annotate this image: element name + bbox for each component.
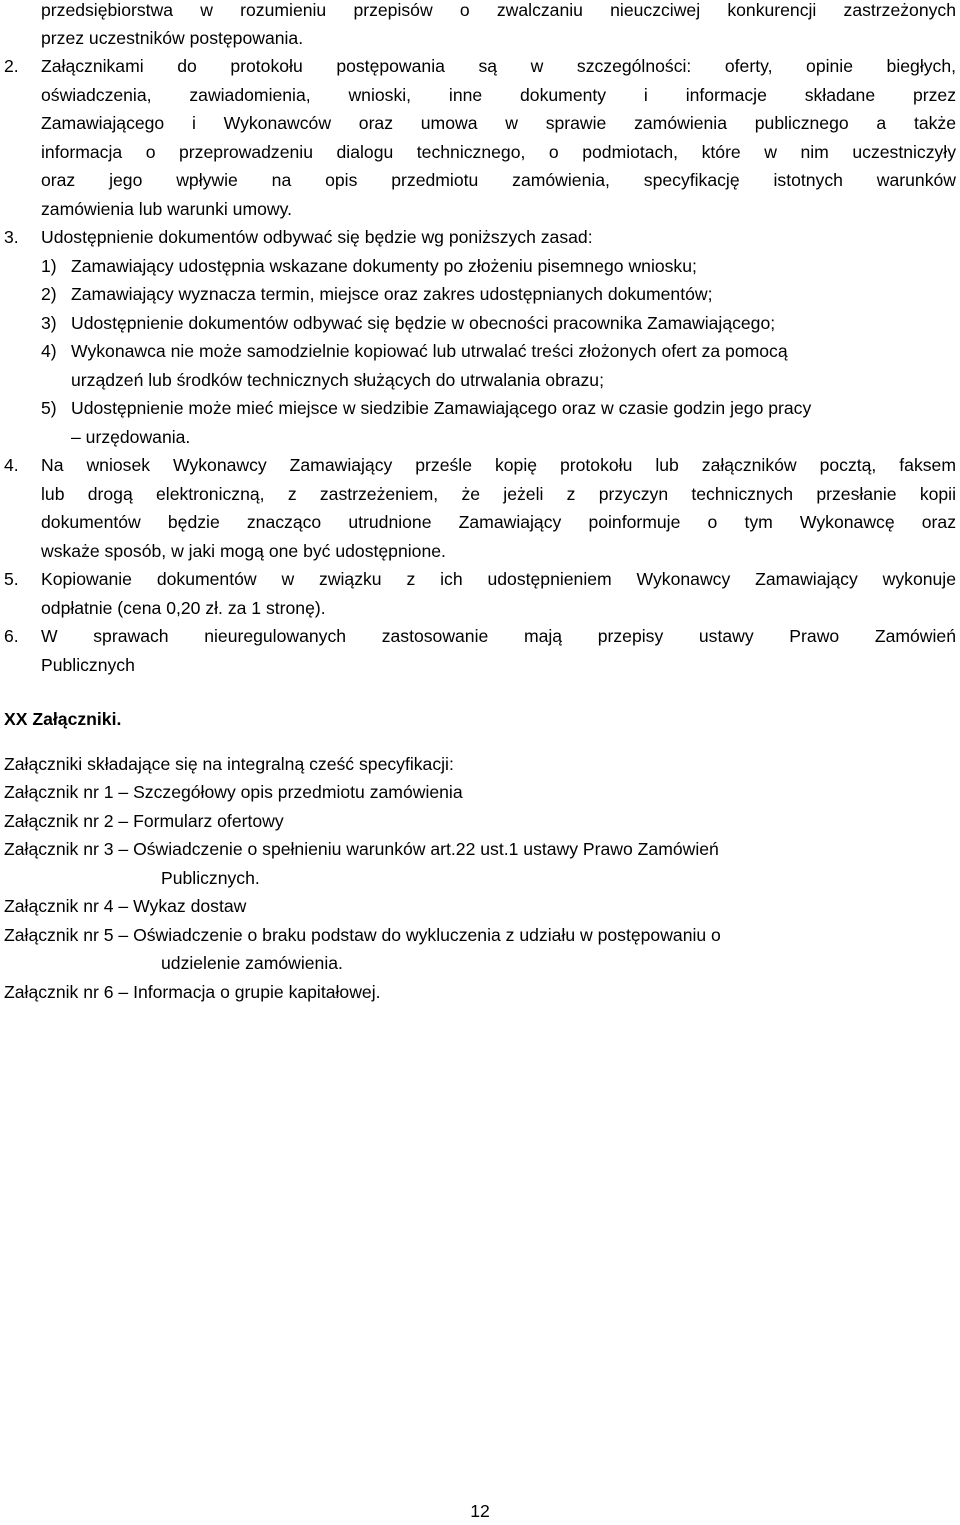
attachment-item: Załącznik nr 6 – Informacja o grupie kapitałowej. <box>4 982 381 1002</box>
item-number: 6. <box>4 626 19 646</box>
paragraph-line: Udostępnienie dokumentów odbywać się będzie wg poniższych zasad: <box>41 227 593 247</box>
paragraph-line: wskaże sposób, w jaki mogą one być udostępnione. <box>41 541 446 561</box>
paragraph-line: przedsiębiorstwa w rozumieniu przepisów o zwalczaniu nieuczciwej konkurencji zastrzeżonych <box>41 0 956 20</box>
paragraph-line: Zamawiającego i Wykonawców oraz umowa w sprawie zamówienia publicznego a także <box>41 113 956 133</box>
attachment-item: Załącznik nr 3 – Oświadczenie o spełnieniu warunków art.22 ust.1 ustawy Prawo Zamówień <box>4 839 719 859</box>
paragraph-line: informacja o przeprowadzeniu dialogu technicznego, o podmiotach, które w nim uczestniczyły <box>41 142 956 162</box>
paragraph-line: odpłatnie (cena 0,20 zł. za 1 stronę). <box>41 598 326 618</box>
paragraph-line: dokumentów będzie znacząco utrudnione Zamawiający poinformuje o tym Wykonawcę oraz <box>41 512 956 532</box>
section-heading: XX Załączniki. <box>4 709 122 729</box>
subitem-line: Zamawiający wyznacza termin, miejsce oraz zakres udostępnianych dokumentów; <box>71 284 713 304</box>
page-number: 12 <box>470 1501 490 1521</box>
subitem-number: 3) <box>41 313 57 333</box>
paragraph-line: przez uczestników postępowania. <box>41 28 304 48</box>
subitem-number: 1) <box>41 256 57 276</box>
paragraph-line: zamówienia lub warunki umowy. <box>41 199 292 219</box>
attachment-item: Załącznik nr 1 – Szczegółowy opis przedmiotu zamówienia <box>4 782 463 802</box>
paragraph-line: Załącznikami do protokołu postępowania są w szczególności: oferty, opinie biegłych, <box>41 56 956 76</box>
paragraph-line: oraz jego wpływie na opis przedmiotu zamówienia, specyfikację istotnych warunków <box>41 170 956 190</box>
attachment-item: Załącznik nr 2 – Formularz ofertowy <box>4 811 284 831</box>
subitem-line: urządzeń lub środków technicznych służących do utrwalania obrazu; <box>71 370 604 390</box>
subitem-line: – urzędowania. <box>71 427 191 447</box>
attachment-item-continuation: udzielenie zamówienia. <box>161 953 343 973</box>
item-number: 3. <box>4 227 19 247</box>
subitem-line: Udostępnienie może mieć miejsce w siedzibie Zamawiającego oraz w czasie godzin jego pracy <box>71 398 812 418</box>
subitem-number: 2) <box>41 284 57 304</box>
subitem-number: 4) <box>41 341 57 361</box>
subitem-line: Zamawiający udostępnia wskazane dokumenty po złożeniu pisemnego wniosku; <box>71 256 697 276</box>
subitem-number: 5) <box>41 398 57 418</box>
item-number: 5. <box>4 569 19 589</box>
attachment-item: Załącznik nr 4 – Wykaz dostaw <box>4 896 247 916</box>
attachment-item: Załącznik nr 5 – Oświadczenie o braku podstaw do wykluczenia z udziału w postępowaniu o <box>4 925 721 945</box>
paragraph-line: lub drogą elektroniczną, z zastrzeżeniem, że jeżeli z przyczyn technicznych przesłanie kopii <box>41 484 956 504</box>
paragraph-line: Na wniosek Wykonawcy Zamawiający prześle kopię protokołu lub załączników pocztą, faksem <box>41 455 956 475</box>
subitem-line: Wykonawca nie może samodzielnie kopiować lub utrwalać treści złożonych ofert za pomocą <box>71 341 788 361</box>
paragraph-line: W sprawach nieuregulowanych zastosowanie mają przepisy ustawy Prawo Zamówień <box>41 626 956 646</box>
item-number: 2. <box>4 56 19 76</box>
item-number: 4. <box>4 455 19 475</box>
paragraph-line: oświadczenia, zawiadomienia, wnioski, inne dokumenty i informacje składane przez <box>41 85 956 105</box>
paragraph-line: Publicznych <box>41 655 135 675</box>
subitem-line: Udostępnienie dokumentów odbywać się będzie w obecności pracownika Zamawiającego; <box>71 313 776 333</box>
paragraph-line: Kopiowanie dokumentów w związku z ich udostępnieniem Wykonawcy Zamawiający wykonuje <box>41 569 956 589</box>
section-intro: Załączniki składające się na integralną cześć specyfikacji: <box>4 754 454 774</box>
attachment-item-continuation: Publicznych. <box>161 868 260 888</box>
